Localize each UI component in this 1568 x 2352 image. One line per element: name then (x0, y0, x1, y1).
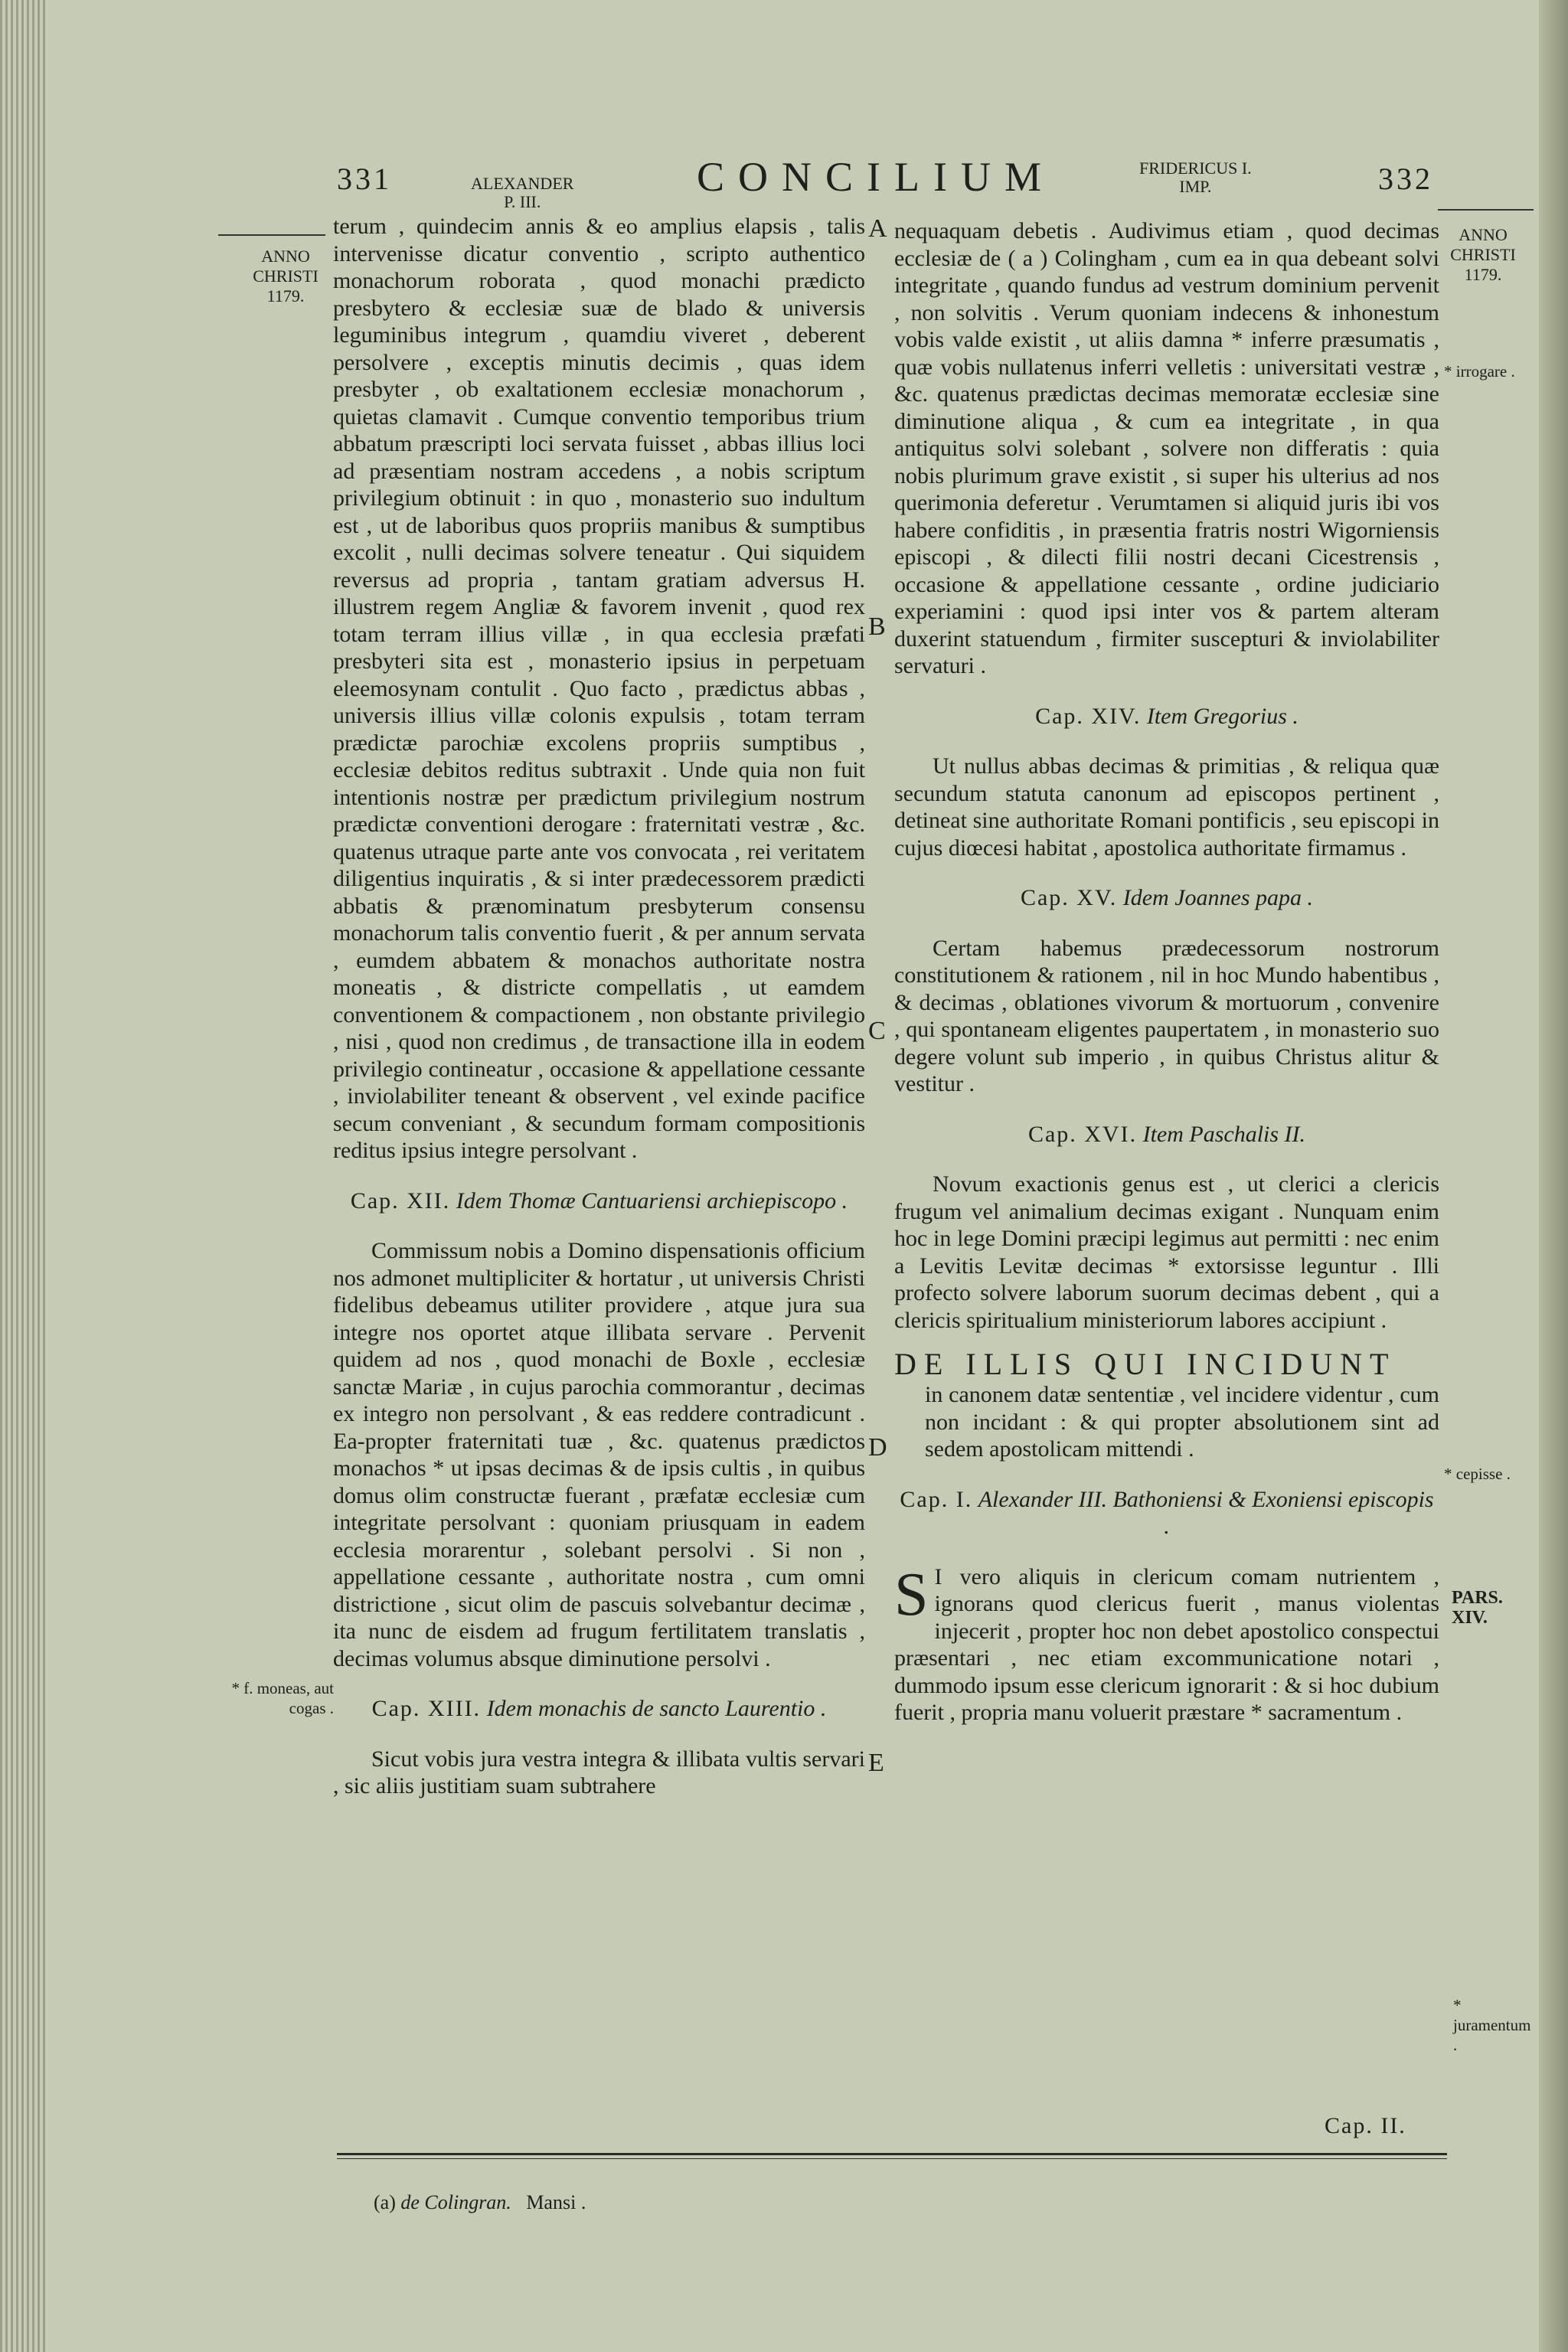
chapter-16-heading (894, 1121, 1439, 1148)
margin-rule-left (218, 234, 325, 236)
section-marker-c: C (868, 1017, 886, 1045)
right-paragraph-5 (894, 1560, 1439, 1726)
running-head-right-line1: FRIDERICUS I. (1139, 158, 1252, 178)
left-column (333, 213, 865, 1800)
running-head-right-line2: IMP. (1179, 177, 1212, 196)
right-paragraph-3: Certam habemus prædecessorum nostrorum constitutionem & rationem , nil in hoc Mundo habentibus , & decimas , oblationes vivorum & mortuorum , convenire , qui spontaneam eligentes paupertatem , in monasterio suo degere volunt sub imperio , in quibus Christus alitur & vestitur . (894, 935, 1439, 1096)
section-marker-b: B (868, 612, 886, 641)
chapter-12-title: Idem Thomæ Cantuariensi archiepiscopo . (456, 1187, 848, 1214)
left-paragraph-1: terum , quindecim annis & eo amplius elapsis , talis intervenisse dicatur conventio , scripto authentico monachorum roborata , quod monachi prædicto presbytero & ecclesiæ suæ de blado & universis leguminibus integrum , quamdiu viveret , deberent persolvere , exceptis minutis decimis , quas idem presbyter , ob exaltationem ecclesiæ monachorum , quietas clamavit . Cumque conventio temporibus trium abbatum præscripti loci servata fuisset , abbas illius loci ad præsentiam nostram accedens , a nobis scriptum privilegium obtinuit : in quo , monasterio suo indultum est , ut de laboribus quos propriis manibus & sumptibus excolit , nulli decimas solvere teneatur . Qui siquidem reversus ad propria , tantam gratiam adversus H. illustrem regem Angliæ & favorem invenit , quod rex totam terram illius villæ , in qua ecclesia præfati presbyteri sita est , monasterio ipsius in perpetuam eleemosynam contulit . Quo facto , prædictus abbas , universis illius villæ colonis expulsis , totam terram prædictæ parochiæ excolens propriis sumptibus , ecclesiæ debitos reditus subtraxit . Unde quia non fuit intentionis nostræ per prædictum privilegium nostrum prædictæ conventioni derogare : fraternitati vestræ , &c. quatenus utraque parte ante vos convocata , rei veritatem diligentius inquiratis , & si inter prædecessorem prædicti abbatis & prænominatum presbyterum consensu monachorum talis conventio fuerit , & per annum servata , eumdem abbatem & monachos authoritate nostra moneatis , & districte compellatis , ut eamdem conventionem & compactionem , non obstante privilegio , nisi , quod non credimus , de transactione illa in eodem privilegio contineatur , occasione & appellatione cessante , inviolabiliter teneant & observent , vel exinde pacifice secum conveniant , & secundum formam compositionis reditus ipsius integre persolvant . (333, 214, 865, 1163)
chapter-14-title: Item Gregorius . (1146, 703, 1298, 729)
running-head-left-line2: P. III. (504, 192, 541, 211)
chapter-15-heading (894, 884, 1439, 912)
side-note-cepisse: * cepisse . (1444, 1465, 1511, 1483)
chapter-1-label: Cap. I. (900, 1486, 973, 1512)
catchword: Cap. II. (1325, 2113, 1406, 2138)
chapter-16-label: Cap. XVI. (1027, 1121, 1138, 1147)
chapter-13-heading (333, 1695, 865, 1723)
book-gutter-edge (0, 0, 46, 2352)
chapter-12-label: Cap. XII. (350, 1187, 451, 1214)
footer-rule (337, 2153, 1447, 2159)
page-number-left: 331 (337, 162, 392, 196)
section-marker-e: E (868, 1749, 884, 1777)
chapter-12-heading (333, 1187, 865, 1215)
section-marker-a: A (868, 214, 887, 243)
footnote-source: Mansi . (526, 2191, 586, 2213)
chapter-16-title: Item Paschalis II. (1142, 1121, 1306, 1147)
page-number-right: 332 (1378, 162, 1433, 196)
footnote-text: de Colingran. (400, 2191, 511, 2213)
running-head-left (471, 175, 573, 211)
side-note-irrogare: * irrogare . (1444, 362, 1515, 381)
chapter-13-label: Cap. XIII. (371, 1696, 482, 1721)
right-paragraph-4: Novum exactionis genus est , ut clerici a clericis frugum vel animalium decimas exigant . Nunquam enim hoc in lege Domini præcipi legimus aut permitti : nec enim a Levitis Levitæ decimas * extorsisse leguntur . Illi profecto solvere laborum suorum decimas debent , qui a clericis spiritualium ministeriorum labores accipiunt . (894, 1171, 1439, 1333)
chapter-15-label: Cap. XV. (1020, 885, 1118, 910)
right-column (894, 217, 1439, 1726)
margin-year-right: ANNO CHRISTI 1179. (1450, 225, 1516, 284)
footnote-mark: (a) (374, 2191, 396, 2213)
left-paragraph-2: Commissum nobis a Domino dispensationis officium nos admonet multipliciter & hortatur , ut universis Christi fidelibus debeamus utiliter providere , atque jura sua integre nos oportet atque illibata servare . Pervenit quidem ad nos , quod monachi de Boxle , ecclesiæ sanctæ Mariæ , in cujus parochia commorantur , decimas ex integro non persolvant , & eas reddere contradicunt . Ea-propter fraternitati tuæ , &c. quatenus prædictos monachos * ut ipsas decimas & de ipsis cultis , in quibus domus olim constructæ fuerant , præfatæ ecclesiæ cum integritate persolvant : quoniam priusquam in eadem ecclesia morarentur , solebant persolvi . Si non , appellatione cessante , authoritate nostra , cum omni districtione , sicut olim de pascuis solvebantur decimæ , ita nunc de eisdem ad frugum fertilitatem translatis , decimas volumus absque diminutione persolvi . (333, 1238, 865, 1671)
chapter-13-title: Idem monachis de sancto Laurentio . (486, 1696, 827, 1721)
chapter-14-heading (894, 703, 1439, 730)
left-paragraph-3: Sicut vobis jura vestra integra & illibata vultis servari , sic aliis justitiam suam subtrahere (333, 1746, 865, 1798)
margin-rule-right (1438, 209, 1534, 211)
side-note-pars: PARS. XIV. (1452, 1588, 1503, 1628)
right-paragraph-1: nequaquam debetis . Audivimus etiam , quod decimas ecclesiæ de ( a ) Colingham , cum ea in qua debeant solvi integritate , quando fundus ad vestrum dominium pervenit , non solvitis . Verum quoniam indecens & inhonestum vobis valde existit , ut aliis damna * inferre præsumatis , quæ vobis nullatenus inferri velletis : universitati vestræ , &c. quatenus prædictas decimas memoratæ ecclesiæ sine diminutione aliqua , & cum ea integritate , in qua antiquitus solvi solebant , solvere non differatis : quia nobis plurimum grave existit , si super his ulterius ad nos querimonia deferetur . Verumtamen si aliquid juris ibi vos habere confiditis , in præsentia fratris nostri Wigorniensis episcopi , & dilecti filii nostri decani Cicestrensis , occasione & appellatione cessante , ordine judiciario experiamini : quod ipsi inter vos & partem alteram duxerint statuendum , firmiter suscepturi & inviolabiliter servaturi . (894, 218, 1439, 678)
running-head-right (1139, 159, 1252, 196)
section-subheading: in canonem datæ sententiæ , vel incidere videntur , cum non incidant : & qui propter absolutionem sint ad sedem apostolicam mittendi . (925, 1382, 1439, 1462)
margin-year-left: ANNO CHRISTI 1179. (253, 247, 318, 305)
side-note-juramentum: * juramentum . (1453, 1996, 1531, 2054)
right-paragraph-2: Ut nullus abbas decimas & primitias , & reliqua quæ secundum statuta canonum ad episcopos pertinent , detineat sine authoritate Romani pontificis , seu episcopi in cujus diœcesi habitat , apostolica authoritate firmamus . (894, 753, 1439, 861)
chapter-15-title: Idem Joannes papa . (1122, 885, 1314, 910)
chapter-14-label: Cap. XIV. (1035, 703, 1142, 729)
page-title: CONCILIUM (697, 154, 1055, 200)
drop-cap: S (894, 1560, 929, 1628)
page-right-edge (1539, 0, 1568, 2352)
right-paragraph-5-text: I vero aliquis in clericum comam nutrientem , ignorans quod clericus fuerit , manus violentas injecerit , propter hoc non debet apostolico conspectui præsentari , nec etiam excommunicatione notari , dummodo ipsum esse clericum ignorarit : & si hoc dubium fuerit , propria manu voluerit præstare * sacramentum . (894, 1563, 1439, 1725)
section-marker-d: D (868, 1433, 887, 1462)
chapter-1-heading (894, 1486, 1439, 1540)
running-head-left-line1: ALEXANDER (471, 174, 574, 193)
side-note-moneas: * f. moneas, aut cogas . (231, 1679, 334, 1717)
section-heading: DE ILLIS QUI INCIDUNT (894, 1347, 1396, 1381)
chapter-1-title: Alexander III. Bathoniensi & Exoniensi episcopis . (978, 1486, 1434, 1539)
footnote (374, 2191, 586, 2214)
